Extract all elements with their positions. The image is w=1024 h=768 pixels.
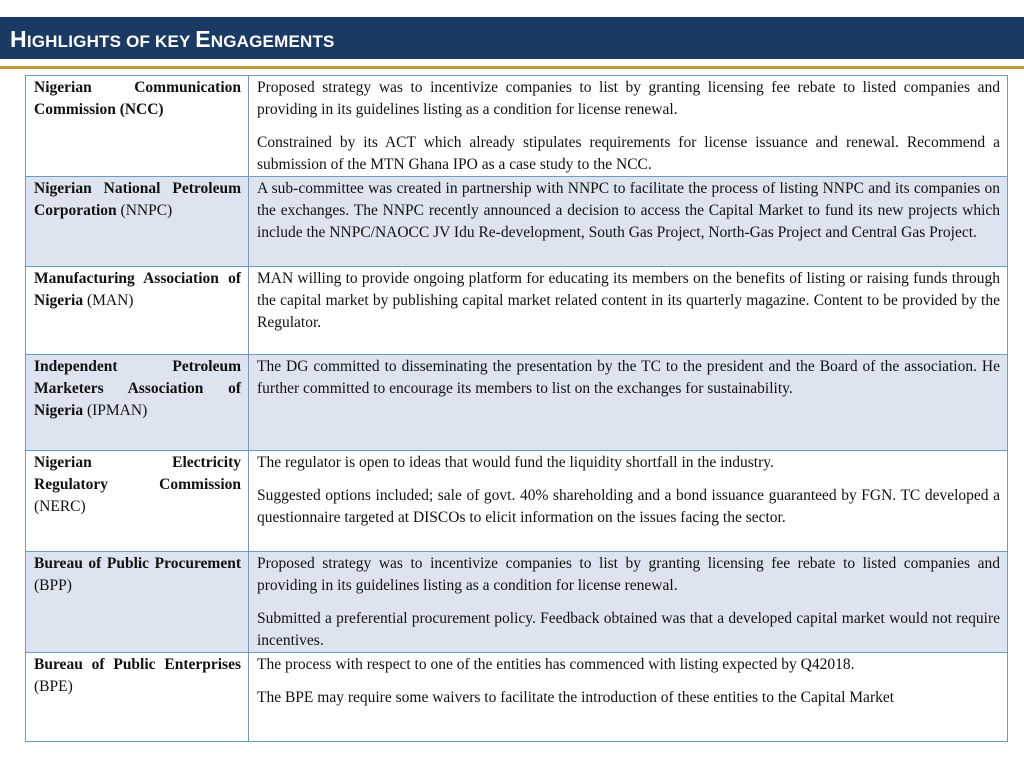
description-paragraph: Suggested options included; sale of govt. 40% shareholding and a bond issuance guaranteed by FGN. TC developed a questionnaire targeted at DISCOs to elicit information on the issues facing the sector. — [257, 487, 1000, 526]
org-name: Nigerian Communication Commission (NCC) — [34, 79, 241, 118]
engagements-table — [25, 75, 1008, 742]
org-abbrev: (MAN) — [86, 292, 134, 309]
description-cell — [249, 267, 1008, 355]
table-row-bpp — [26, 552, 1008, 653]
gold-divider — [0, 66, 1024, 69]
table-row-nnpc — [26, 177, 1008, 267]
org-abbrev: (NNPC) — [120, 202, 173, 219]
page-title — [10, 26, 335, 53]
org-cell — [26, 355, 249, 451]
title-rest-1: IGHLIGHTS OF KEY — [26, 32, 196, 51]
description-paragraph: The BPE may require some waivers to facilitate the introduction of these entities to the Capital Market — [257, 689, 895, 706]
org-name: Bureau of Public Procurement — [34, 555, 241, 572]
description-paragraph: Proposed strategy was to incentivize companies to list by granting licensing fee rebate to listed companies and providing in its guidelines listing as a condition for license renewal. — [257, 79, 1000, 118]
org-abbrev: (BPP) — [34, 577, 72, 594]
table-row-nerc — [26, 451, 1008, 552]
description-paragraph: MAN willing to provide ongoing platform for educating its members on the benefits of listing or raising funds through the capital market by publishing capital market related content in its quarterly magazine. Content to be provided by the Regulator. — [257, 270, 1000, 331]
org-cell — [26, 76, 249, 177]
description-paragraph: Submitted a preferential procurement policy. Feedback obtained was that a developed capital market would not require incentives. — [257, 610, 1000, 649]
description-paragraph: Proposed strategy was to incentivize companies to list by granting licensing fee rebate to listed companies and providing in its guidelines listing as a condition for license renewal. — [257, 555, 1000, 594]
description-cell — [249, 177, 1008, 267]
org-abbrev: (NERC) — [34, 498, 86, 515]
description-cell — [249, 451, 1008, 552]
description-cell — [249, 76, 1008, 177]
org-cell — [26, 267, 249, 355]
description-cell — [249, 552, 1008, 653]
org-cell — [26, 653, 249, 742]
table-row-man — [26, 267, 1008, 355]
org-name: Independent Petroleum Marketers Association of Nigeria — [34, 358, 241, 419]
title-bar — [0, 17, 1024, 59]
description-paragraph: Constrained by its ACT which already stipulates requirements for license issuance and renewal. Recommend a submission of the MTN Ghana IPO as a case study to the NCC. — [257, 134, 1000, 173]
description-paragraph: The DG committed to disseminating the presentation by the TC to the president and the Board of the association. He further committed to encourage its members to list on the exchanges for sustainability. — [257, 358, 1000, 397]
org-name: Nigerian Electricity Regulatory Commission — [34, 454, 241, 493]
description-paragraph: The process with respect to one of the entities has commenced with listing expected by Q42018. — [257, 656, 855, 673]
title-rest-2: NGAGEMENTS — [210, 32, 335, 51]
description-cell — [249, 355, 1008, 451]
table-row-ncc — [26, 76, 1008, 177]
org-name: Manufacturing Association of Nigeria — [34, 270, 241, 309]
table-row-bpe — [26, 653, 1008, 742]
org-cell — [26, 451, 249, 552]
org-name: Bureau of Public Enterprises — [34, 656, 241, 673]
description-cell — [249, 653, 1008, 742]
org-name: Nigerian National Petroleum Corporation — [34, 180, 241, 219]
description-paragraph: The regulator is open to ideas that would fund the liquidity shortfall in the industry. — [257, 454, 774, 471]
title-initial-2: E — [195, 26, 211, 52]
org-abbrev: (BPE) — [34, 678, 73, 695]
description-paragraph: A sub-committee was created in partnership with NNPC to facilitate the process of listing NNPC and its companies on the exchanges. The NNPC recently announced a decision to access the Capital Market to fund its new projects which include the NNPC/NAOCC JV Idu Re-development, South Gas Project, North-Gas Project and Central Gas Project. — [257, 180, 1000, 241]
title-initial-1: H — [10, 26, 27, 52]
org-cell — [26, 177, 249, 267]
org-cell — [26, 552, 249, 653]
org-abbrev: (IPMAN) — [86, 402, 148, 419]
table-row-ipman — [26, 355, 1008, 451]
